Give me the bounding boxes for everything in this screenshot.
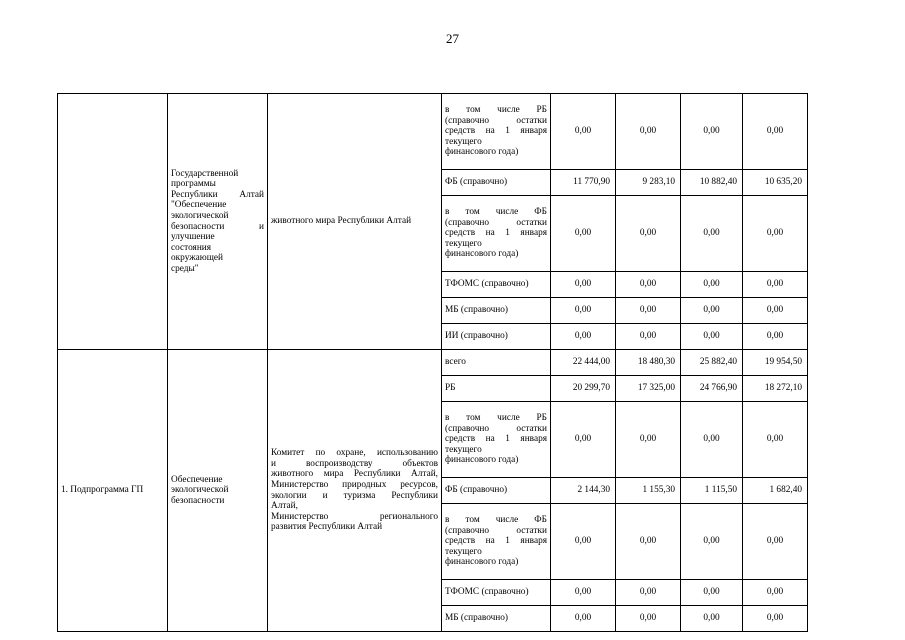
value-cell: 0,00 bbox=[743, 504, 808, 580]
funding-source-cell bbox=[442, 580, 551, 606]
value-cell: 0,00 bbox=[743, 94, 808, 170]
cell-line: текущего bbox=[445, 444, 482, 455]
cell-line: всего bbox=[445, 357, 466, 368]
value-cell: 22 444,00 bbox=[551, 350, 616, 376]
value-cell: 25 882,40 bbox=[681, 350, 743, 376]
cell-line: экологической bbox=[171, 485, 229, 496]
value-cell: 0,00 bbox=[616, 196, 681, 272]
cell-line: средств на 1 января bbox=[445, 126, 547, 137]
value-cell: 9 283,10 bbox=[616, 170, 681, 196]
cell-line: Министерство природных ресурсов, bbox=[271, 479, 438, 490]
cell-line: ТФОМС (справочно) bbox=[445, 587, 529, 598]
funding-source-cell bbox=[442, 402, 551, 478]
program-name-cell bbox=[168, 94, 268, 350]
cell-line: улучшение bbox=[171, 232, 215, 243]
value-cell: 0,00 bbox=[743, 606, 808, 632]
value-cell: 2 144,30 bbox=[551, 478, 616, 504]
cell-line: в том числе ФБ bbox=[445, 515, 547, 526]
funding-source-cell bbox=[442, 376, 551, 402]
cell-line: программы bbox=[171, 179, 216, 190]
table-row bbox=[58, 94, 808, 170]
cell-line: среды" bbox=[171, 263, 199, 274]
value-cell: 0,00 bbox=[551, 196, 616, 272]
funding-source-cell bbox=[442, 170, 551, 196]
value-cell: 11 770,90 bbox=[551, 170, 616, 196]
executor-cell bbox=[268, 350, 442, 632]
value-cell: 0,00 bbox=[681, 580, 743, 606]
cell-line: средств на 1 января bbox=[445, 536, 547, 547]
cell-line: Комитет по охране, использованию bbox=[271, 448, 438, 459]
cell-line: Обеспечение bbox=[171, 474, 223, 485]
subprogram-cell bbox=[58, 94, 168, 350]
cell-line: средств на 1 января bbox=[445, 434, 547, 445]
value-cell: 0,00 bbox=[551, 298, 616, 324]
value-cell: 1 682,40 bbox=[743, 478, 808, 504]
subprogram-cell bbox=[58, 350, 168, 632]
cell-line: ФБ (справочно) bbox=[445, 177, 508, 188]
cell-line: экологической bbox=[171, 210, 229, 221]
value-cell: 0,00 bbox=[616, 402, 681, 478]
value-cell: 0,00 bbox=[743, 196, 808, 272]
value-cell: 17 325,00 bbox=[616, 376, 681, 402]
table-row bbox=[58, 350, 808, 376]
cell-line: в том числе ФБ bbox=[445, 207, 547, 218]
value-cell: 10 882,40 bbox=[681, 170, 743, 196]
program-name-cell bbox=[168, 350, 268, 632]
value-cell: 0,00 bbox=[681, 94, 743, 170]
value-cell: 0,00 bbox=[551, 324, 616, 350]
cell-line: ИИ (справочно) bbox=[445, 331, 508, 342]
value-cell: 0,00 bbox=[616, 580, 681, 606]
value-cell: 0,00 bbox=[616, 606, 681, 632]
cell-line: и воспроизводству объектов bbox=[271, 458, 438, 469]
value-cell: 24 766,90 bbox=[681, 376, 743, 402]
cell-line: состояния bbox=[171, 242, 212, 253]
cell-line: безопасности и bbox=[171, 221, 264, 232]
executor-cell bbox=[268, 94, 442, 350]
funding-source-cell bbox=[442, 478, 551, 504]
cell-line: Государственной bbox=[171, 168, 239, 179]
cell-line: окружающей bbox=[171, 253, 223, 264]
value-cell: 19 954,50 bbox=[743, 350, 808, 376]
value-cell: 18 480,30 bbox=[616, 350, 681, 376]
funding-source-cell bbox=[442, 272, 551, 298]
value-cell: 0,00 bbox=[551, 606, 616, 632]
cell-line: в том числе РБ bbox=[445, 413, 547, 424]
cell-line: безопасности bbox=[171, 495, 225, 506]
cell-line: животного мира Республики Алтай bbox=[271, 216, 412, 227]
value-cell: 10 635,20 bbox=[743, 170, 808, 196]
value-cell: 18 272,10 bbox=[743, 376, 808, 402]
value-cell: 0,00 bbox=[616, 324, 681, 350]
value-cell: 0,00 bbox=[681, 324, 743, 350]
value-cell: 0,00 bbox=[681, 298, 743, 324]
funding-source-cell bbox=[442, 606, 551, 632]
value-cell: 0,00 bbox=[681, 504, 743, 580]
value-cell: 0,00 bbox=[743, 272, 808, 298]
value-cell: 0,00 bbox=[681, 402, 743, 478]
value-cell: 0,00 bbox=[616, 94, 681, 170]
cell-line: МБ (справочно) bbox=[445, 305, 509, 316]
cell-line: Республики Алтай bbox=[171, 189, 264, 200]
page-number: 27 bbox=[446, 31, 459, 46]
cell-line: "Обеспечение bbox=[171, 200, 227, 211]
value-cell: 0,00 bbox=[616, 504, 681, 580]
value-cell: 0,00 bbox=[681, 196, 743, 272]
cell-line: финансового года) bbox=[445, 557, 519, 568]
cell-line: (справочно остатки bbox=[445, 525, 547, 536]
cell-line: средств на 1 января bbox=[445, 228, 547, 239]
cell-line: текущего bbox=[445, 546, 482, 557]
value-cell: 0,00 bbox=[743, 402, 808, 478]
cell-line: ФБ (справочно) bbox=[445, 485, 508, 496]
value-cell: 0,00 bbox=[616, 298, 681, 324]
value-cell: 0,00 bbox=[743, 298, 808, 324]
value-cell: 0,00 bbox=[681, 272, 743, 298]
funding-source-cell bbox=[442, 94, 551, 170]
value-cell: 20 299,70 bbox=[551, 376, 616, 402]
budget-table bbox=[57, 93, 808, 632]
cell-line: текущего bbox=[445, 238, 482, 249]
value-cell: 0,00 bbox=[551, 272, 616, 298]
value-cell: 0,00 bbox=[681, 606, 743, 632]
funding-source-cell bbox=[442, 196, 551, 272]
cell-line: финансового года) bbox=[445, 147, 519, 158]
cell-line: животного мира Республики Алтай, bbox=[271, 469, 438, 480]
value-cell: 0,00 bbox=[551, 402, 616, 478]
funding-source-cell bbox=[442, 350, 551, 376]
funding-source-cell bbox=[442, 504, 551, 580]
cell-line: экологии и туризма Республики bbox=[271, 490, 438, 501]
cell-line: развития Республики Алтай bbox=[271, 522, 383, 533]
cell-line: финансового года) bbox=[445, 455, 519, 466]
value-cell: 1 115,50 bbox=[681, 478, 743, 504]
cell-line: Алтай, bbox=[271, 501, 298, 512]
funding-source-cell bbox=[442, 324, 551, 350]
cell-line: текущего bbox=[445, 136, 482, 147]
cell-line: в том числе РБ bbox=[445, 105, 547, 116]
value-cell: 0,00 bbox=[551, 504, 616, 580]
value-cell: 0,00 bbox=[616, 272, 681, 298]
cell-line: финансового года) bbox=[445, 249, 519, 260]
funding-source-cell bbox=[442, 298, 551, 324]
value-cell: 0,00 bbox=[551, 94, 616, 170]
cell-line: МБ (справочно) bbox=[445, 613, 509, 624]
cell-line: (справочно остатки bbox=[445, 115, 547, 126]
value-cell: 1 155,30 bbox=[616, 478, 681, 504]
value-cell: 0,00 bbox=[551, 580, 616, 606]
cell-line: ТФОМС (справочно) bbox=[445, 279, 529, 290]
subprogram-label: 1. Подпрограмма ГП bbox=[61, 485, 144, 496]
cell-line: (справочно остатки bbox=[445, 217, 547, 228]
value-cell: 0,00 bbox=[743, 324, 808, 350]
cell-line: Министерство регионального bbox=[271, 511, 438, 522]
value-cell: 0,00 bbox=[743, 580, 808, 606]
cell-line: (справочно остатки bbox=[445, 423, 547, 434]
cell-line: РБ bbox=[445, 383, 456, 394]
